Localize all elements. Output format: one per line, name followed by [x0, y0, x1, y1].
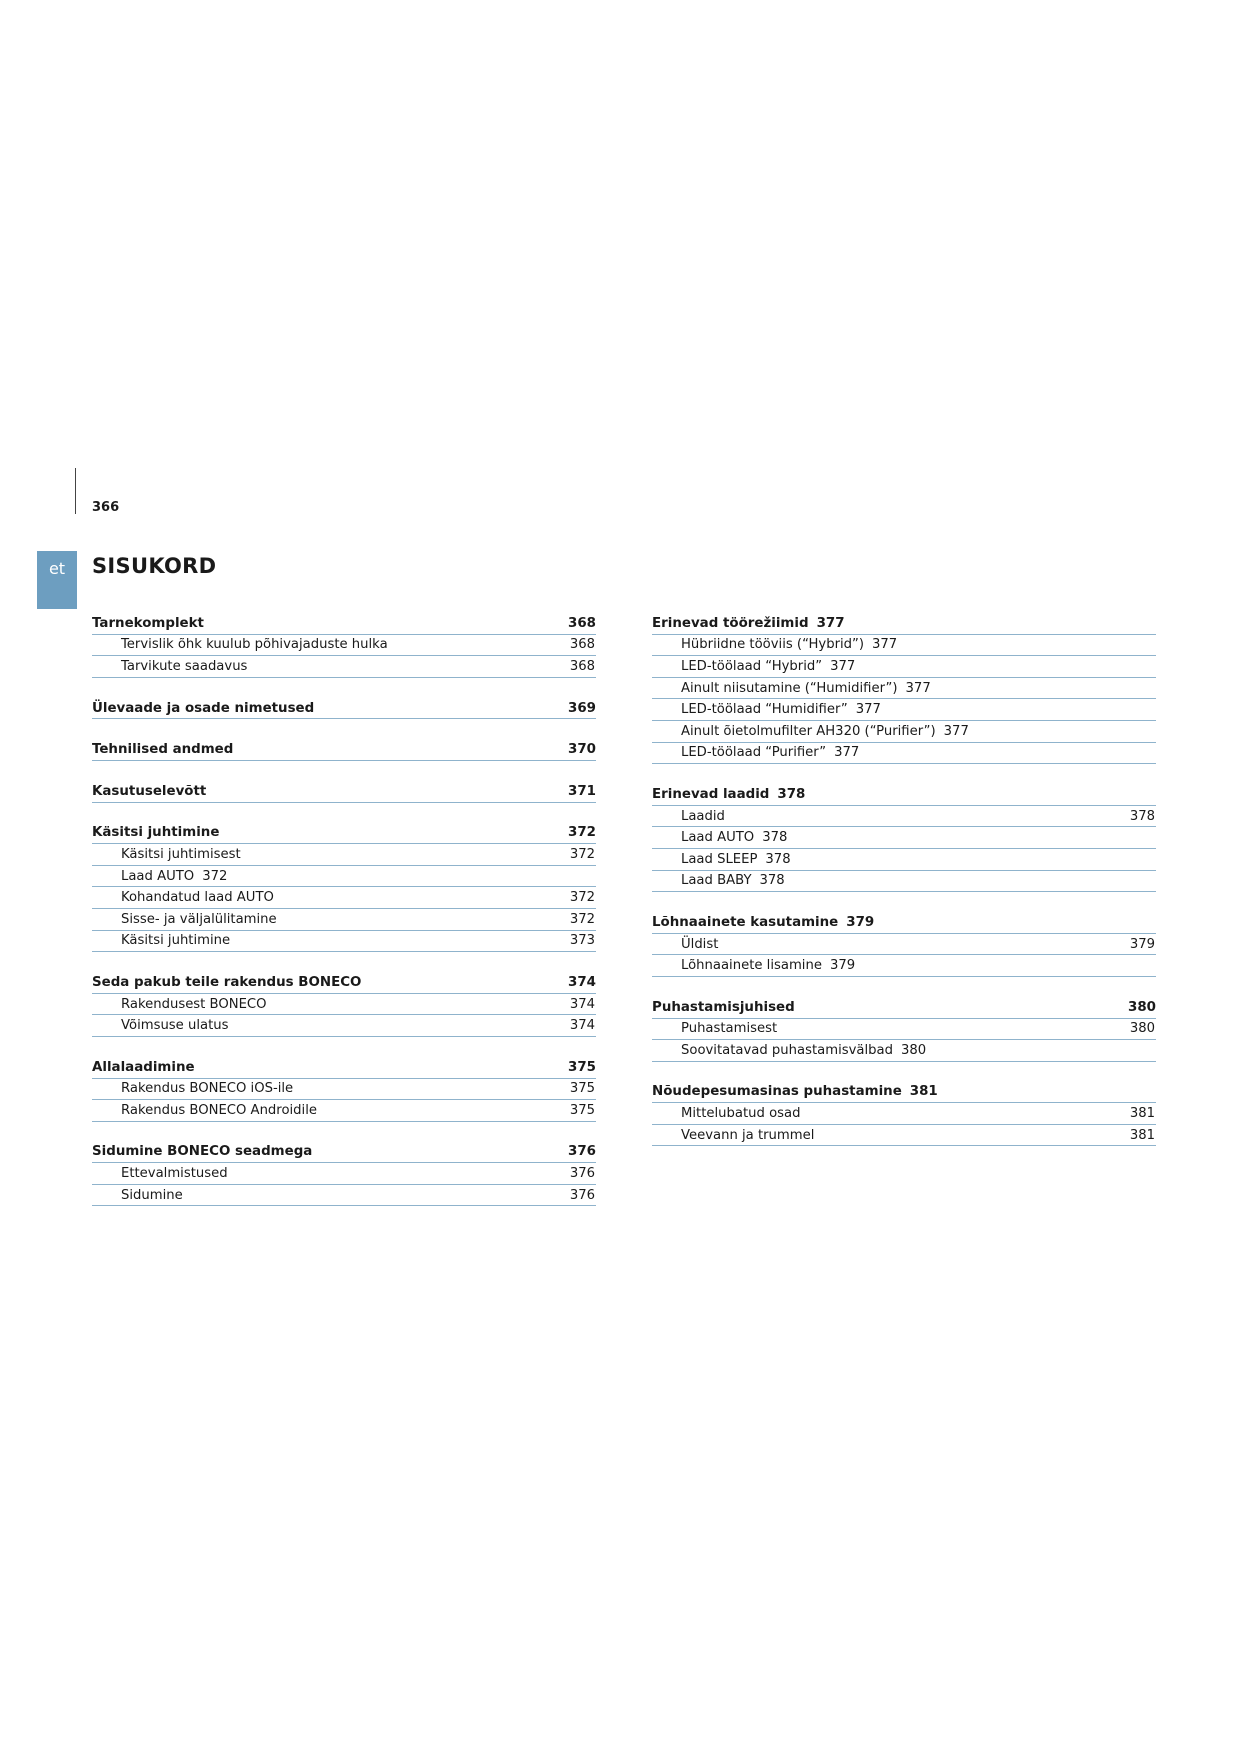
toc-heading[interactable]: [92, 1142, 596, 1164]
toc-heading[interactable]: [652, 613, 1156, 635]
toc-entry-text: Võimsuse ulatus: [121, 1018, 229, 1034]
toc-entry-text: Üldist: [681, 936, 719, 952]
toc-entry-text: Rakendusest BONECO: [121, 996, 267, 1012]
toc-entry-text: Ainult õietolmufilter AH320 (“Purifier”): [681, 723, 936, 739]
toc-heading[interactable]: [92, 972, 596, 994]
toc-entry-page: 381: [1129, 1127, 1155, 1143]
toc-heading[interactable]: [652, 784, 1156, 806]
toc-entry-page: 380: [900, 1042, 927, 1058]
toc-entry-text: Laad BABY: [681, 873, 752, 889]
toc-heading-text: Kasutuselevõtt: [92, 783, 207, 799]
toc-entry-text: Veevann ja trummel: [681, 1127, 815, 1143]
toc-section: [652, 997, 1156, 1062]
toc-entry[interactable]: [652, 656, 1156, 678]
toc-entry[interactable]: [92, 931, 596, 953]
toc-entry[interactable]: [92, 1015, 596, 1037]
toc-entry[interactable]: [92, 909, 596, 931]
toc-entry-page: 376: [569, 1166, 595, 1182]
toc-entry[interactable]: [652, 934, 1156, 956]
toc-entry-text: Rakendus BONECO iOS-ile: [121, 1081, 294, 1097]
toc-entry[interactable]: [92, 1163, 596, 1185]
toc-entry-text: Laad AUTO: [121, 868, 195, 884]
toc-entry[interactable]: [652, 806, 1156, 828]
toc-section: [92, 1057, 596, 1122]
toc-heading-page: 380: [1128, 999, 1156, 1015]
toc-entry-page: 378: [765, 851, 791, 867]
toc-entry-page: 373: [569, 933, 595, 949]
toc-entry-page: 372: [202, 868, 228, 884]
toc-entry-page: 368: [569, 658, 595, 674]
toc-entry-page: 377: [834, 745, 860, 761]
toc-entry[interactable]: [652, 635, 1156, 657]
toc-heading-text: Erinevad laadid: [652, 786, 770, 802]
toc-entry-page: 368: [569, 637, 595, 653]
toc-entry[interactable]: [652, 1019, 1156, 1041]
toc-entry[interactable]: [652, 721, 1156, 743]
toc-entry-text: Sidumine: [121, 1187, 183, 1203]
toc-heading-text: Tehnilised andmed: [92, 742, 234, 758]
toc-entry-text: Puhastamisest: [681, 1021, 778, 1037]
toc-heading[interactable]: [92, 781, 596, 803]
toc-heading-page: 374: [568, 974, 596, 990]
toc-section: [92, 972, 596, 1037]
toc-heading-page: 369: [568, 700, 596, 716]
toc-heading-page: 370: [568, 742, 596, 758]
toc-heading-page: 376: [568, 1144, 596, 1160]
toc-entry[interactable]: [92, 887, 596, 909]
toc-entry[interactable]: [652, 678, 1156, 700]
toc-entry[interactable]: [92, 1185, 596, 1207]
toc-entry-page: 375: [569, 1081, 595, 1097]
toc-entry-text: LED-töölaad “Humidifier”: [681, 702, 848, 718]
toc-heading-page: 368: [568, 615, 596, 631]
toc-section: [92, 613, 596, 678]
toc-entry-page: 374: [569, 1018, 595, 1034]
toc-heading-page: 371: [568, 783, 596, 799]
toc-heading-page: 372: [568, 825, 596, 841]
toc-entry-page: 377: [905, 680, 931, 696]
toc-entry-page: 372: [569, 911, 595, 927]
toc-heading-page: 378: [777, 786, 806, 802]
toc-entry[interactable]: [652, 955, 1156, 977]
toc-entry-text: Lõhnaainete lisamine: [681, 958, 822, 974]
toc-entry[interactable]: [652, 1125, 1156, 1147]
toc-entry-text: LED-töölaad “Purifier”: [681, 745, 827, 761]
toc-heading-text: Erinevad töörežiimid: [652, 615, 809, 631]
toc-entry[interactable]: [652, 1040, 1156, 1062]
toc-entry[interactable]: [652, 849, 1156, 871]
toc-entry-text: Laad SLEEP: [681, 851, 758, 867]
toc-section: [92, 781, 596, 803]
page-title: SISUKORD: [92, 554, 217, 578]
toc-entry[interactable]: [92, 994, 596, 1016]
toc-entry-text: Käsitsi juhtimine: [121, 933, 231, 949]
toc-entry-page: 377: [872, 637, 898, 653]
toc-heading-page: 379: [846, 914, 875, 930]
toc-heading-page: 377: [816, 615, 845, 631]
toc-entry-page: 374: [569, 996, 595, 1012]
toc-entry-page: 379: [829, 958, 856, 974]
toc-heading-text: Puhastamisjuhised: [652, 999, 795, 1015]
toc-entry-text: Tervislik õhk kuulub põhivajaduste hulka: [121, 637, 388, 653]
toc-heading[interactable]: [92, 613, 596, 635]
toc-heading[interactable]: [92, 698, 596, 720]
toc-entry-page: 378: [762, 830, 788, 846]
toc-entry[interactable]: [92, 866, 596, 888]
toc-entry-text: Mittelubatud osad: [681, 1106, 801, 1122]
toc-heading[interactable]: [652, 912, 1156, 934]
toc-entry-page: 372: [569, 890, 595, 906]
toc-entry-page: 378: [759, 873, 785, 889]
toc-entry[interactable]: [652, 871, 1156, 893]
toc-entry-text: Soovitatavad puhastamisvälbad: [681, 1042, 893, 1058]
toc-section: [652, 912, 1156, 977]
toc-entry-text: Laadid: [681, 808, 725, 824]
toc-entry[interactable]: [652, 1103, 1156, 1125]
toc-heading[interactable]: [652, 997, 1156, 1019]
toc-heading-page: 375: [568, 1059, 596, 1075]
toc-heading[interactable]: [92, 739, 596, 761]
toc-section: [92, 739, 596, 761]
toc-entry-text: Tarvikute saadavus: [121, 658, 248, 674]
toc-heading-text: Sidumine BONECO seadmega: [92, 1144, 313, 1160]
toc-section: [92, 1142, 596, 1207]
toc-section: [92, 823, 596, 953]
toc-entry-page: 378: [1129, 808, 1155, 824]
toc-heading-text: Lõhnaainete kasutamine: [652, 914, 839, 930]
toc-entry-text: Kohandatud laad AUTO: [121, 890, 274, 906]
toc-entry[interactable]: [652, 827, 1156, 849]
toc-entry[interactable]: [652, 743, 1156, 765]
language-tab: et: [37, 551, 77, 609]
toc-entry-text: Hübriidne tööviis (“Hybrid”): [681, 637, 865, 653]
margin-rule: [75, 468, 76, 514]
toc-entry-page: 377: [943, 723, 969, 739]
toc-heading[interactable]: [652, 1082, 1156, 1104]
toc-heading-text: Ülevaade ja osade nimetused: [92, 700, 315, 716]
page-number: 366: [92, 500, 120, 515]
toc-heading-page: 381: [909, 1084, 938, 1100]
toc-entry-page: 377: [830, 658, 856, 674]
toc-entry-text: Sisse- ja väljalülitamine: [121, 911, 277, 927]
toc-heading-text: Allalaadimine: [92, 1059, 195, 1075]
toc-entry-text: Ettevalmistused: [121, 1166, 228, 1182]
toc-entry-page: 377: [855, 702, 881, 718]
toc-entry-text: Ainult niisutamine (“Humidifier”): [681, 680, 898, 696]
toc-heading[interactable]: [92, 823, 596, 845]
toc-section: [652, 613, 1156, 764]
toc-entry[interactable]: [92, 656, 596, 678]
toc-entry-page: 380: [1129, 1021, 1155, 1037]
toc-entry[interactable]: [92, 844, 596, 866]
toc-entry-page: 379: [1129, 936, 1155, 952]
toc-section: [652, 784, 1156, 892]
toc-entry-text: Laad AUTO: [681, 830, 755, 846]
toc-entry-page: 376: [569, 1187, 595, 1203]
toc-right-column: [652, 613, 1156, 1166]
toc-entry[interactable]: [92, 1100, 596, 1122]
toc-entry-text: Rakendus BONECO Androidile: [121, 1102, 317, 1118]
toc-section: [652, 1082, 1156, 1147]
toc-entry-text: Käsitsi juhtimisest: [121, 846, 241, 862]
toc-entry[interactable]: [652, 699, 1156, 721]
toc-heading-text: Nõudepesumasinas puhastamine: [652, 1084, 902, 1100]
toc-heading[interactable]: [92, 1057, 596, 1079]
toc-left-column: [92, 613, 596, 1226]
toc-entry-text: LED-töölaad “Hybrid”: [681, 658, 823, 674]
toc-entry-page: 372: [569, 846, 595, 862]
toc-entry[interactable]: [92, 1079, 596, 1101]
toc-heading-text: Tarnekomplekt: [92, 615, 204, 631]
toc-section: [92, 698, 596, 720]
toc-heading-text: Käsitsi juhtimine: [92, 825, 220, 841]
toc-entry-page: 375: [569, 1102, 595, 1118]
toc-entry[interactable]: [92, 635, 596, 657]
toc-entry-page: 381: [1129, 1106, 1155, 1122]
toc-heading-text: Seda pakub teile rakendus BONECO: [92, 974, 362, 990]
